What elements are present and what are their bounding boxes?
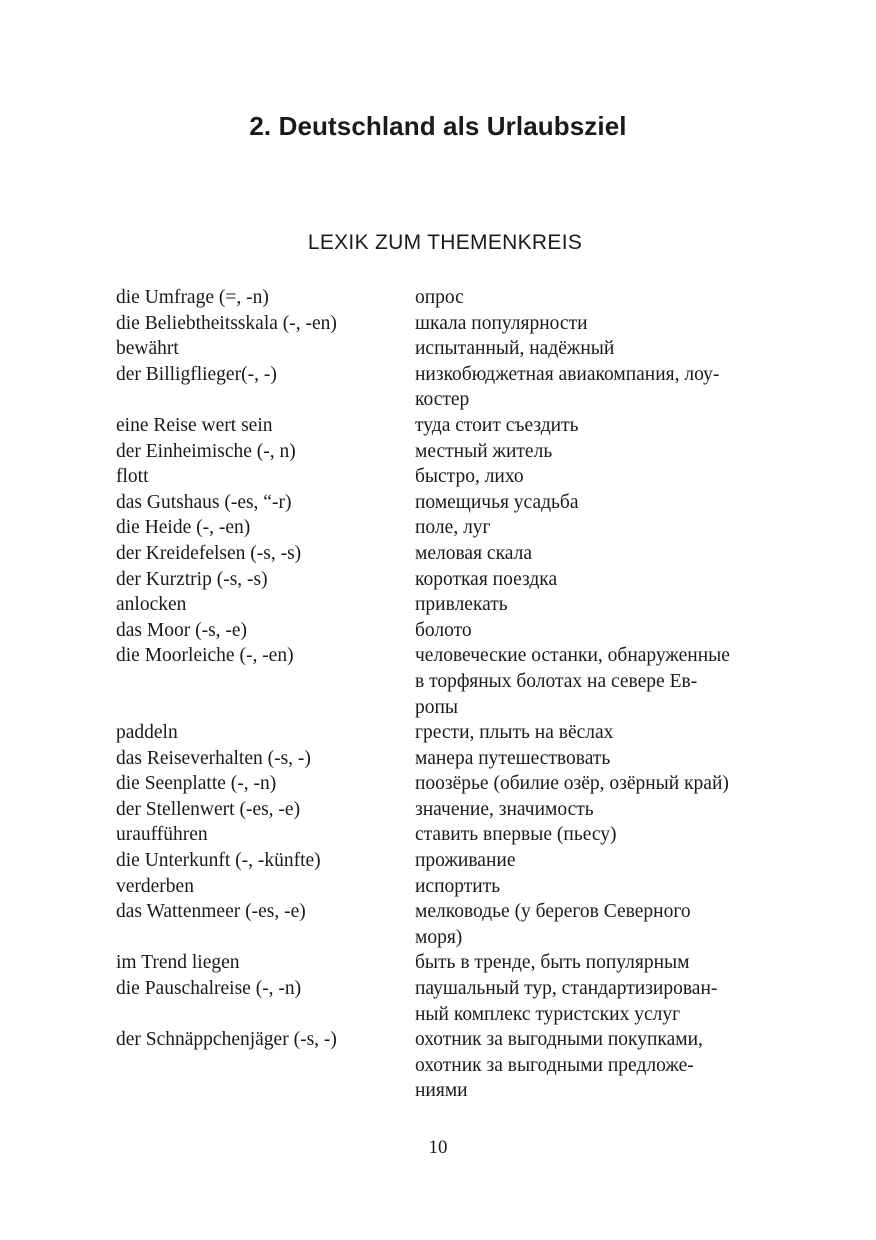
vocab-translation: быть в тренде, быть популярным	[415, 952, 690, 974]
vocab-term: die Moorleiche (-, -en)	[116, 645, 294, 667]
vocab-translation: меловая скала	[415, 542, 532, 564]
vocab-row	[116, 643, 776, 720]
vocab-row	[116, 950, 776, 976]
vocab-term: die Pauschalreise (-, -n)	[116, 978, 302, 1000]
vocab-term: die Beliebtheitsskala (-, -en)	[116, 312, 337, 334]
vocab-row	[116, 848, 776, 874]
vocab-row	[116, 899, 776, 950]
vocab-translation: человеческие останки, обнаруженные в торфяных болотах на севере Ев- ропы	[415, 645, 730, 718]
vocab-translation: мелководье (у берегов Северного моря)	[415, 901, 691, 948]
vocab-row	[116, 464, 776, 490]
vocab-row	[116, 285, 776, 311]
vocab-row	[116, 822, 776, 848]
vocab-row	[116, 976, 776, 1027]
vocab-row	[116, 746, 776, 772]
vocab-translation: короткая поездка	[415, 568, 558, 590]
vocab-row	[116, 720, 776, 746]
vocab-translation: низкобюджетная авиакомпания, лоу- костер	[415, 363, 720, 411]
vocab-translation: поозёрье (обилие озёр, озёрный край)	[415, 773, 729, 795]
vocab-term: das Gutshaus (-es, “-r)	[116, 491, 292, 513]
vocab-row	[116, 1027, 776, 1104]
vocab-term: das Moor (-s, -e)	[116, 619, 248, 641]
vocab-term: bewährt	[116, 338, 179, 360]
vocab-translation: поле, луг	[415, 517, 491, 539]
vocab-term: die Seenplatte (-, -n)	[116, 773, 277, 795]
vocab-row	[116, 413, 776, 439]
vocab-row	[116, 567, 776, 593]
vocab-translation: быстро, лихо	[415, 466, 524, 488]
vocab-translation: привлекать	[415, 594, 508, 616]
vocab-row	[116, 592, 776, 618]
vocab-term: verderben	[116, 875, 194, 897]
vocab-translation: болото	[415, 619, 472, 641]
vocab-translation: паушальный тур, стандартизирован- ный комплекс туристских услуг	[415, 978, 718, 1025]
vocab-row	[116, 874, 776, 900]
vocab-row	[116, 311, 776, 337]
page-number: 10	[428, 1137, 448, 1158]
vocab-translation: помещичья усадьба	[415, 491, 579, 513]
vocab-term: flott	[116, 466, 149, 488]
vocab-term: der Kreidefelsen (-s, -s)	[116, 542, 302, 564]
vocab-term: im Trend liegen	[116, 952, 240, 974]
vocab-row	[116, 490, 776, 516]
vocab-translation: испытанный, надёжный	[415, 338, 615, 360]
vocab-translation: туда стоит съездить	[415, 414, 579, 436]
vocab-row	[116, 618, 776, 644]
vocab-term: uraufführen	[116, 824, 208, 846]
vocab-term: der Billigflieger(-, -)	[116, 363, 277, 385]
vocab-term: das Wattenmeer (-es, -e)	[116, 901, 306, 923]
vocab-term: anlocken	[116, 594, 187, 616]
vocab-term: die Unterkunft (-, -künfte)	[116, 850, 321, 872]
vocab-term: das Reiseverhalten (-s, -)	[116, 747, 311, 769]
vocabulary-list	[116, 285, 776, 1104]
vocab-term: der Kurztrip (-s, -s)	[116, 568, 268, 590]
vocab-term: der Einheimische (-, n)	[116, 440, 296, 462]
vocab-row	[116, 362, 776, 413]
vocab-translation: значение, значимость	[415, 798, 594, 820]
vocab-translation: шкала популярности	[415, 312, 588, 334]
vocab-term: paddeln	[116, 722, 178, 744]
vocab-row	[116, 515, 776, 541]
vocab-translation: испортить	[415, 875, 501, 897]
vocab-term: der Schnäppchenjäger (-s, -)	[116, 1029, 337, 1051]
vocab-translation: охотник за выгодными покупками, охотник за выгодными предложе- ниями	[415, 1029, 703, 1102]
vocab-row	[116, 439, 776, 465]
vocab-row	[116, 771, 776, 797]
vocab-translation: манера путешествовать	[415, 747, 611, 769]
page-title: 2. Deutschland als Urlaubsziel	[249, 111, 627, 141]
vocab-translation: грести, плыть на вёслах	[415, 722, 614, 744]
vocab-term: die Umfrage (=, -n)	[116, 287, 269, 308]
vocab-translation: проживание	[415, 850, 516, 872]
vocab-translation: ставить впервые (пьесу)	[415, 824, 617, 846]
vocab-term: der Stellenwert (-es, -e)	[116, 798, 301, 820]
vocab-term: die Heide (-, -en)	[116, 517, 251, 539]
vocab-translation: местный житель	[415, 440, 553, 462]
vocab-translation: опрос	[415, 287, 464, 308]
vocab-row	[116, 336, 776, 362]
vocab-row	[116, 541, 776, 567]
vocab-term: eine Reise wert sein	[116, 414, 273, 436]
section-title: LEXIK ZUM THEMENKREIS	[307, 231, 583, 254]
vocab-row	[116, 797, 776, 823]
